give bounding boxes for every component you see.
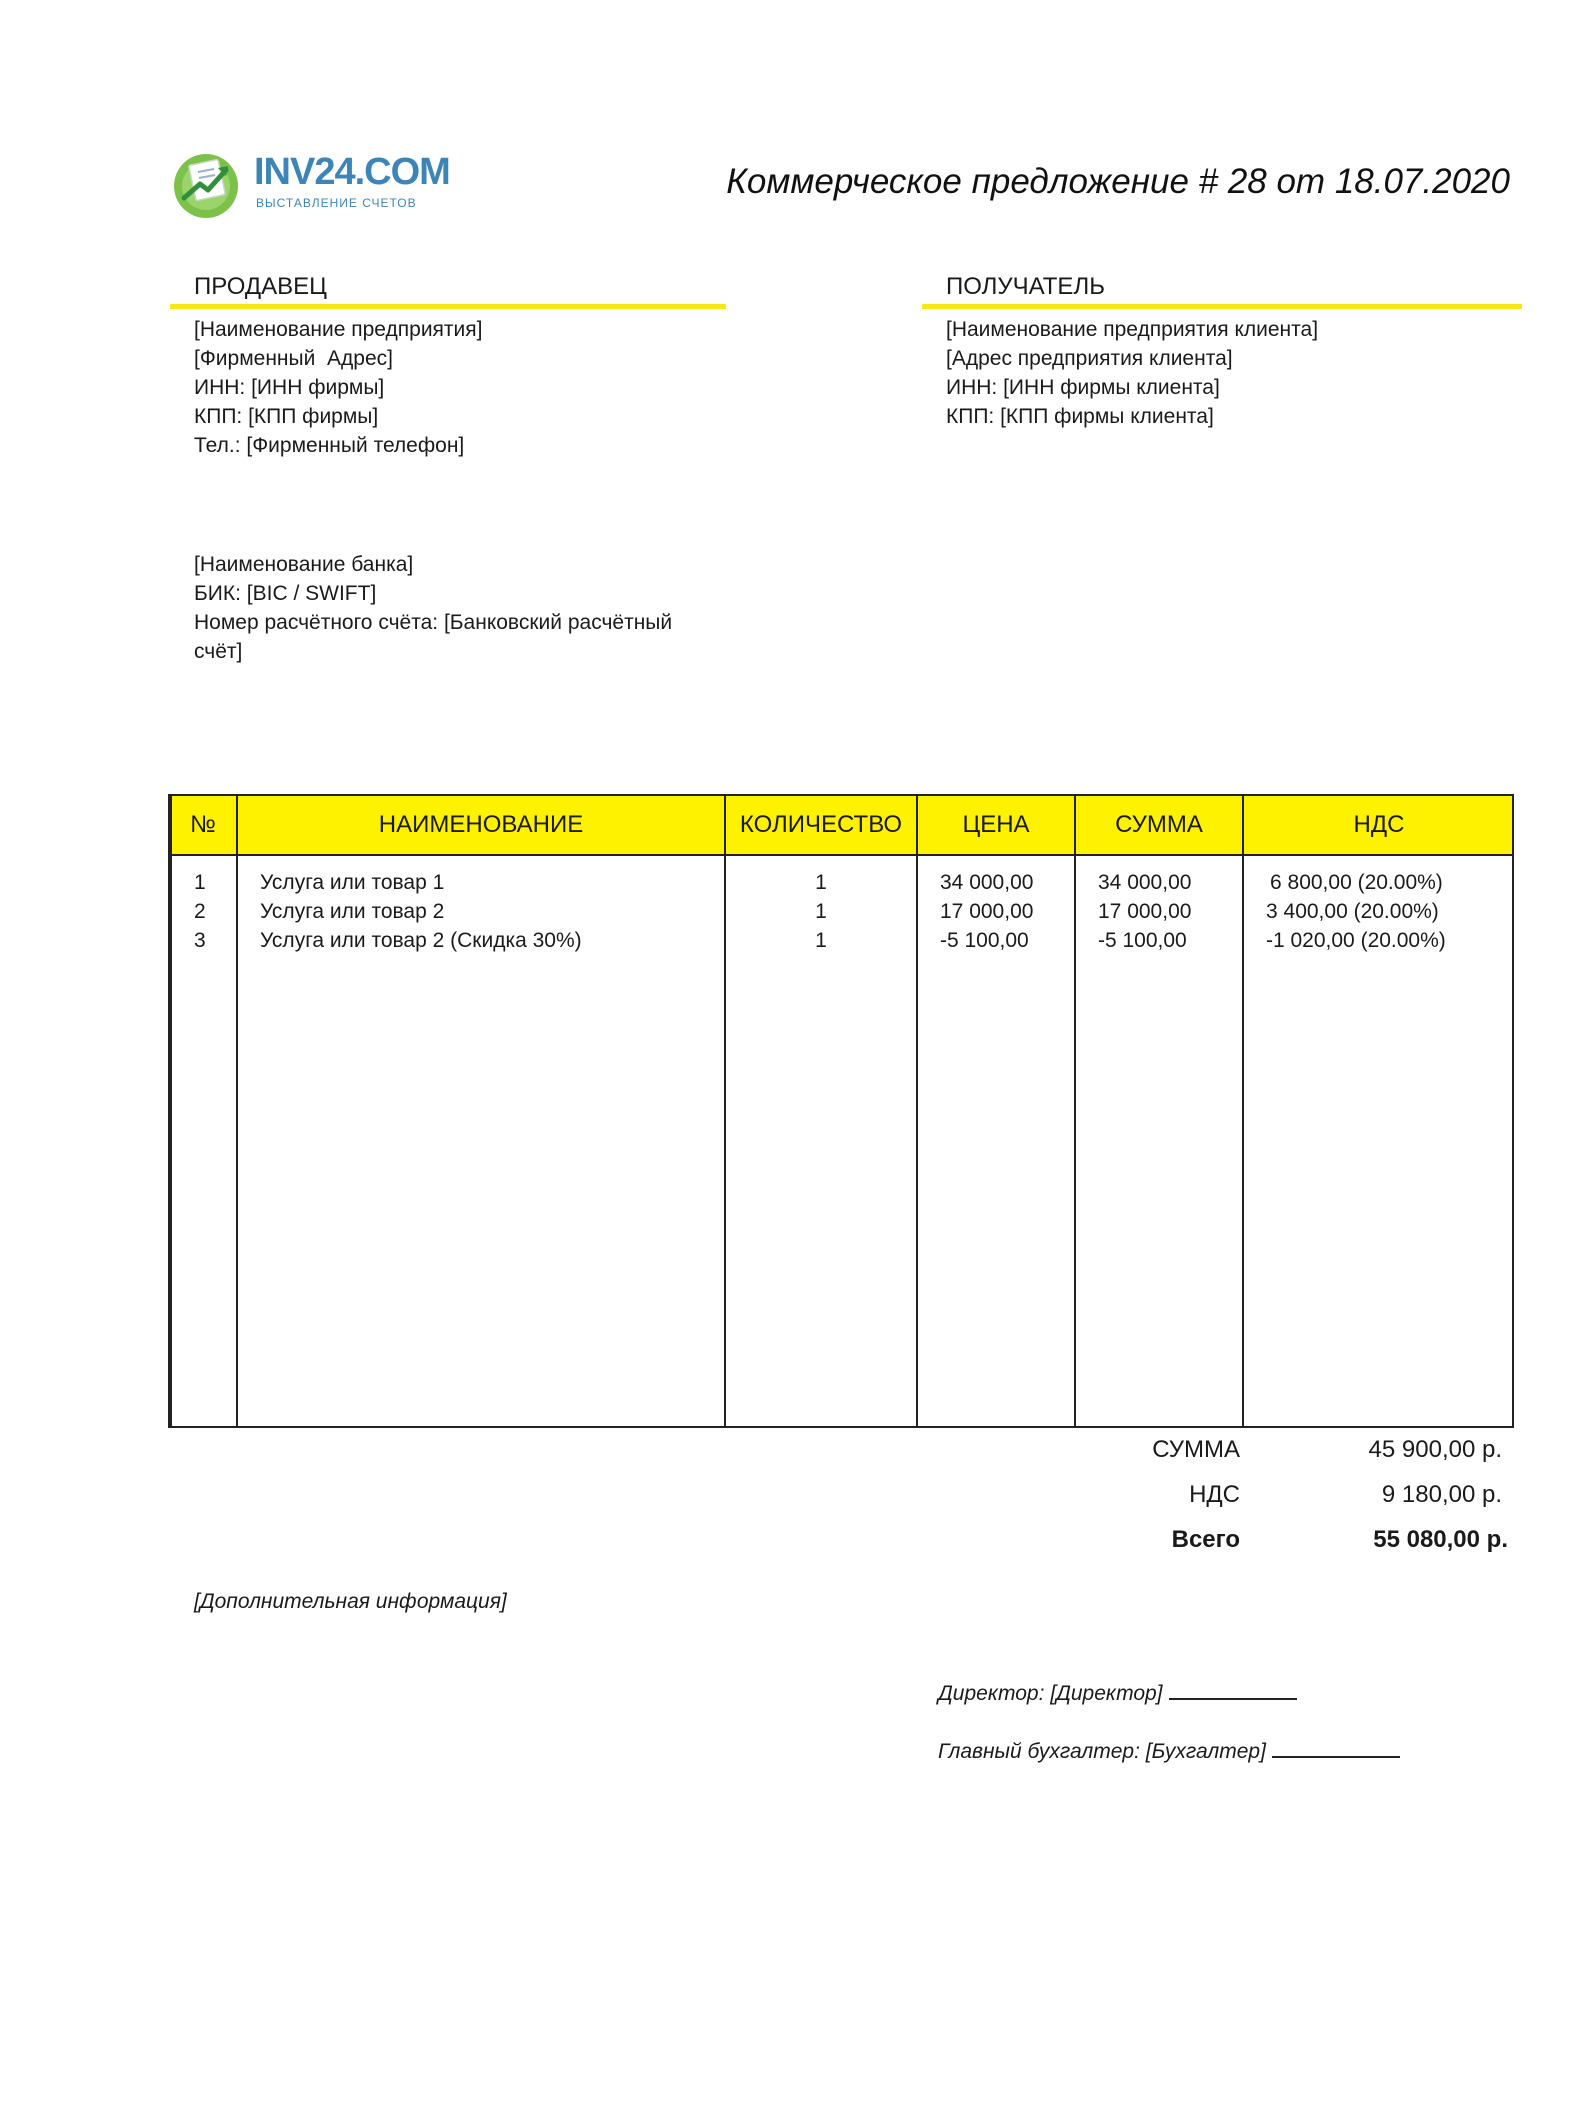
buyer-heading: ПОЛУЧАТЕЛЬ [922, 272, 1522, 309]
seller-heading: ПРОДАВЕЦ [170, 272, 726, 309]
buyer-block [922, 272, 1522, 431]
subtotal-label: СУММА [1152, 1436, 1240, 1463]
buyer-address: [Адрес предприятия клиента] [946, 347, 1233, 370]
director-signature [938, 1680, 1297, 1706]
subtotal-value: 45 900,00 р. [1368, 1436, 1502, 1463]
table-row-2-quantity: 1 [815, 900, 827, 923]
grand-total-value: 55 080,00 р. [1373, 1526, 1508, 1553]
seller-company-name: [Наименование предприятия] [194, 318, 483, 341]
bank-details [194, 550, 714, 666]
table-row-1-number: 1 [194, 871, 206, 894]
table-row-2-name: Услуга или товар 2 [260, 900, 445, 923]
header-name: НАИМЕНОВАНИЕ [378, 811, 584, 838]
accountant-label: Главный бухгалтер: [Бухгалтер] [938, 1740, 1266, 1763]
vat-total-label: НДС [1189, 1481, 1240, 1508]
company-logo [170, 140, 450, 220]
table-row-2-number: 2 [194, 900, 206, 923]
table-row-2-price: 17 000,00 [940, 900, 1034, 923]
table-row-1-price: 34 000,00 [940, 871, 1034, 894]
logo-icon [170, 148, 242, 220]
buyer-inn: ИНН: [ИНН фирмы клиента] [946, 376, 1220, 399]
table-row-1-name: Услуга или товар 1 [260, 871, 445, 894]
header-quantity: КОЛИЧЕСТВО [739, 811, 903, 838]
header-sum: СУММА [1115, 811, 1203, 838]
seller-kpp: КПП: [КПП фирмы] [194, 405, 379, 428]
table-row-3-quantity: 1 [815, 929, 827, 952]
table-row-3-sum: -5 100,00 [1098, 929, 1187, 952]
accountant-signature [938, 1738, 1400, 1764]
items-table [168, 794, 1514, 1428]
vat-total-value: 9 180,00 р. [1381, 1481, 1502, 1508]
header-number: № [190, 811, 216, 838]
bank-account: Номер расчётного счёта: [Банковский расчётный [194, 611, 673, 634]
logo-name: INV24.COM [254, 151, 450, 193]
bank-name: [Наименование банка] [194, 553, 414, 576]
table-row-1-sum: 34 000,00 [1098, 871, 1192, 894]
grand-total-label: Всего [1171, 1526, 1240, 1553]
buyer-kpp: КПП: [КПП фирмы клиента] [946, 405, 1214, 428]
table-row-3-price: -5 100,00 [940, 929, 1029, 952]
seller-inn: ИНН: [ИНН фирмы] [194, 376, 385, 399]
seller-block [170, 272, 726, 460]
bank-account-cont: счёт] [194, 640, 243, 663]
bank-bic: БИК: [BIC / SWIFT] [194, 582, 377, 605]
buyer-company-name: [Наименование предприятия клиента] [946, 318, 1319, 341]
header-price: ЦЕНА [962, 811, 1030, 838]
director-label: Директор: [Директор] [938, 1682, 1163, 1705]
document-title: Коммерческое предложение # 28 от 18.07.2020 [726, 162, 1510, 201]
table-row-1-vat: 6 800,00 (20.00%) [1270, 871, 1443, 894]
seller-phone: Тел.: [Фирменный телефон] [194, 434, 465, 457]
director-signature-line [1169, 1680, 1297, 1700]
seller-address: [Фирменный Адрес] [194, 347, 393, 370]
accountant-signature-line [1272, 1738, 1400, 1758]
table-row-2-vat: 3 400,00 (20.00%) [1266, 900, 1439, 923]
table-row-3-number: 3 [194, 929, 206, 952]
table-row-3-vat: -1 020,00 (20.00%) [1266, 929, 1446, 952]
table-row-2-sum: 17 000,00 [1098, 900, 1192, 923]
logo-tagline: ВЫСТАВЛЕНИЕ СЧЕТОВ [256, 196, 417, 210]
table-row-1-quantity: 1 [815, 871, 827, 894]
additional-info: [Дополнительная информация] [194, 1590, 507, 1613]
header-vat: НДС [1353, 811, 1405, 838]
table-row-3-name: Услуга или товар 2 (Скидка 30%) [260, 929, 582, 952]
